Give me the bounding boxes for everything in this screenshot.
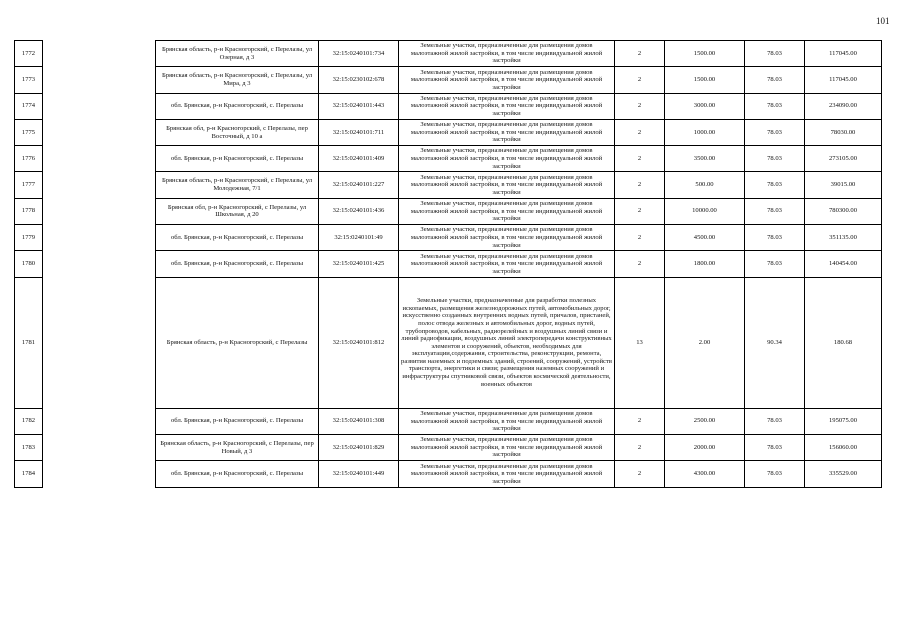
address-cell: Брянская обл, р-н Красногорский, с Перелазы, ул Школьная, д 20 — [156, 198, 319, 224]
area-cell: 10000.00 — [665, 198, 745, 224]
blank-cell — [43, 172, 156, 198]
use-code-cell: 2 — [615, 119, 665, 145]
row-number: 1772 — [15, 41, 43, 67]
rate-cell: 78.03 — [745, 41, 805, 67]
blank-cell — [43, 41, 156, 67]
row-number: 1773 — [15, 67, 43, 93]
area-cell: 4300.00 — [665, 461, 745, 487]
rate-cell: 78.03 — [745, 93, 805, 119]
use-code-cell: 2 — [615, 408, 665, 434]
area-cell: 2500.00 — [665, 408, 745, 434]
use-code-cell: 2 — [615, 198, 665, 224]
land-use-purpose-cell: Земельные участки, предназначенные для размещения домов малоэтажной жилой застройки, в том числе индивидуальной жилой застройки — [399, 146, 615, 172]
cadastral-value-cell: 39015.00 — [805, 172, 882, 198]
area-cell: 2.00 — [665, 277, 745, 408]
address-cell: Брянская область, р-н Красногорский, с Перелазы, ул Озерная, д 3 — [156, 41, 319, 67]
land-use-purpose-cell: Земельные участки, предназначенные для размещения домов малоэтажной жилой застройки, в том числе индивидуальной жилой застройки — [399, 41, 615, 67]
land-use-purpose-cell: Земельные участки, предназначенные для размещения домов малоэтажной жилой застройки, в том числе индивидуальной жилой застройки — [399, 93, 615, 119]
cadastral-number-cell: 32:15:0240101:308 — [319, 408, 399, 434]
use-code-cell: 2 — [615, 146, 665, 172]
row-number: 1774 — [15, 93, 43, 119]
land-use-purpose-cell: Земельные участки, предназначенные для размещения домов малоэтажной жилой застройки, в том числе индивидуальной жилой застройки — [399, 434, 615, 460]
address-cell: обл. Брянская, р-н Красногорский, с. Перелазы — [156, 146, 319, 172]
rate-cell: 78.03 — [745, 251, 805, 277]
row-number: 1780 — [15, 251, 43, 277]
cadastral-value-cell: 117045.00 — [805, 41, 882, 67]
land-use-purpose-cell: Земельные участки, предназначенные для размещения домов малоэтажной жилой застройки, в том числе индивидуальной жилой застройки — [399, 461, 615, 487]
address-cell: обл. Брянская, р-н Красногорский, с. Перелазы — [156, 251, 319, 277]
address-cell: Брянская область, р-н Красногорский, с Перелазы, ул Мира, д 3 — [156, 67, 319, 93]
address-cell: Брянская область, р-н Красногорский, с Перелазы, пер Новый, д 3 — [156, 434, 319, 460]
blank-cell — [43, 251, 156, 277]
row-number: 1784 — [15, 461, 43, 487]
cadastral-number-cell: 32:15:0240101:409 — [319, 146, 399, 172]
cadastral-value-cell: 195075.00 — [805, 408, 882, 434]
cadastral-number-cell: 32:15:0240101:436 — [319, 198, 399, 224]
blank-cell — [43, 277, 156, 408]
page-number: 101 — [876, 16, 890, 26]
area-cell: 1000.00 — [665, 119, 745, 145]
cadastral-value-cell: 780300.00 — [805, 198, 882, 224]
cadastral-number-cell: 32:15:0240101:49 — [319, 225, 399, 251]
row-number: 1783 — [15, 434, 43, 460]
address-cell: Брянская область, р-н Красногорский, с Перелазы, ул Молодежная, 7/1 — [156, 172, 319, 198]
address-cell: Брянская область, р-н Красногорский, с Перелазы — [156, 277, 319, 408]
blank-cell — [43, 146, 156, 172]
use-code-cell: 2 — [615, 93, 665, 119]
rate-cell: 78.03 — [745, 198, 805, 224]
blank-cell — [43, 93, 156, 119]
land-use-purpose-cell: Земельные участки, предназначенные для размещения домов малоэтажной жилой застройки, в том числе индивидуальной жилой застройки — [399, 408, 615, 434]
land-use-purpose-cell: Земельные участки, предназначенные для размещения домов малоэтажной жилой застройки, в том числе индивидуальной жилой застройки — [399, 225, 615, 251]
blank-cell — [43, 408, 156, 434]
area-cell: 4500.00 — [665, 225, 745, 251]
row-number: 1779 — [15, 225, 43, 251]
area-cell: 3500.00 — [665, 146, 745, 172]
cadastral-value-cell: 156060.00 — [805, 434, 882, 460]
land-use-purpose-cell: Земельные участки, предназначенные для размещения домов малоэтажной жилой застройки, в том числе индивидуальной жилой застройки — [399, 67, 615, 93]
table-row — [15, 434, 882, 460]
cadastral-value-cell: 117045.00 — [805, 67, 882, 93]
land-use-purpose-cell: Земельные участки, предназначенные для размещения домов малоэтажной жилой застройки, в том числе индивидуальной жилой застройки — [399, 172, 615, 198]
land-use-purpose-cell: Земельные участки, предназначенные для размещения домов малоэтажной жилой застройки, в том числе индивидуальной жилой застройки — [399, 251, 615, 277]
table-row — [15, 172, 882, 198]
cadastral-value-cell: 335529.00 — [805, 461, 882, 487]
rate-cell: 90.34 — [745, 277, 805, 408]
table-row — [15, 277, 882, 408]
address-cell: обл. Брянская, р-н Красногорский, с. Перелазы — [156, 461, 319, 487]
land-use-purpose-cell: Земельные участки, предназначенные для размещения домов малоэтажной жилой застройки, в том числе индивидуальной жилой застройки — [399, 119, 615, 145]
area-cell: 2000.00 — [665, 434, 745, 460]
use-code-cell: 2 — [615, 172, 665, 198]
cadastral-number-cell: 32:15:0240101:734 — [319, 41, 399, 67]
blank-cell — [43, 67, 156, 93]
table-row — [15, 408, 882, 434]
area-cell: 500.00 — [665, 172, 745, 198]
use-code-cell: 13 — [615, 277, 665, 408]
cadastral-value-cell: 234090.00 — [805, 93, 882, 119]
rate-cell: 78.03 — [745, 408, 805, 434]
table-row — [15, 119, 882, 145]
table-row — [15, 93, 882, 119]
cadastral-number-cell: 32:15:0240101:812 — [319, 277, 399, 408]
rate-cell: 78.03 — [745, 119, 805, 145]
blank-cell — [43, 434, 156, 460]
land-registry-table — [14, 40, 882, 488]
cadastral-number-cell: 32:15:0240101:227 — [319, 172, 399, 198]
cadastral-value-cell: 180.68 — [805, 277, 882, 408]
table-row — [15, 198, 882, 224]
registry-body — [15, 41, 882, 488]
cadastral-value-cell: 273105.00 — [805, 146, 882, 172]
use-code-cell: 2 — [615, 251, 665, 277]
use-code-cell: 2 — [615, 225, 665, 251]
blank-cell — [43, 198, 156, 224]
rate-cell: 78.03 — [745, 461, 805, 487]
row-number: 1775 — [15, 119, 43, 145]
cadastral-number-cell: 32:15:0240101:425 — [319, 251, 399, 277]
table-row — [15, 251, 882, 277]
use-code-cell: 2 — [615, 461, 665, 487]
cadastral-value-cell: 78030.00 — [805, 119, 882, 145]
area-cell: 3000.00 — [665, 93, 745, 119]
table-row — [15, 41, 882, 67]
row-number: 1776 — [15, 146, 43, 172]
table-row — [15, 461, 882, 487]
blank-cell — [43, 225, 156, 251]
land-use-purpose-cell: Земельные участки, предназначенные для разработки полезных ископаемых, размещения железнодорожных путей, автомобильных дорог, искусственно созданных внутренних водных путей, причалов, пристаней, полос отвода железных и автомобильных дорог, водных путей, трубопроводов, кабельных, радиорелейных и воздушных линий связи и линий радиофикации, воздушных линий электропередачи конструктивных элементов и сооружений, объектов, необходимых для эксплуатации,содержания, строительства, реконструкции, ремонта, развития наземных и подземных зданий, строений, сооружений, устройств транспорта, энергетики и связи; размещения наземных сооружений и инфраструктуры спутниковой связи, объектов космической деятельности, военных объектов — [399, 277, 615, 408]
use-code-cell: 2 — [615, 67, 665, 93]
address-cell: обл. Брянская, р-н Красногорский, с. Перелазы — [156, 93, 319, 119]
address-cell: обл. Брянская, р-н Красногорский, с. Перелазы — [156, 408, 319, 434]
row-number: 1782 — [15, 408, 43, 434]
cadastral-number-cell: 32:15:0240101:829 — [319, 434, 399, 460]
cadastral-value-cell: 140454.00 — [805, 251, 882, 277]
rate-cell: 78.03 — [745, 225, 805, 251]
table-row — [15, 146, 882, 172]
row-number: 1778 — [15, 198, 43, 224]
cadastral-number-cell: 32:15:0240101:449 — [319, 461, 399, 487]
address-cell: обл. Брянская, р-н Красногорский, с. Перелазы — [156, 225, 319, 251]
rate-cell: 78.03 — [745, 146, 805, 172]
table-row — [15, 225, 882, 251]
area-cell: 1500.00 — [665, 67, 745, 93]
cadastral-number-cell: 32:15:0230102:678 — [319, 67, 399, 93]
rate-cell: 78.03 — [745, 172, 805, 198]
blank-cell — [43, 461, 156, 487]
table-row — [15, 67, 882, 93]
address-cell: Брянская обл, р-н Красногорский, с Перелазы, пер Восточный, д 10 а — [156, 119, 319, 145]
row-number: 1777 — [15, 172, 43, 198]
land-use-purpose-cell: Земельные участки, предназначенные для размещения домов малоэтажной жилой застройки, в том числе индивидуальной жилой застройки — [399, 198, 615, 224]
use-code-cell: 2 — [615, 41, 665, 67]
area-cell: 1800.00 — [665, 251, 745, 277]
cadastral-number-cell: 32:15:0240101:443 — [319, 93, 399, 119]
rate-cell: 78.03 — [745, 67, 805, 93]
cadastral-value-cell: 351135.00 — [805, 225, 882, 251]
rate-cell: 78.03 — [745, 434, 805, 460]
cadastral-number-cell: 32:15:0240101:711 — [319, 119, 399, 145]
blank-cell — [43, 119, 156, 145]
use-code-cell: 2 — [615, 434, 665, 460]
row-number: 1781 — [15, 277, 43, 408]
area-cell: 1500.00 — [665, 41, 745, 67]
